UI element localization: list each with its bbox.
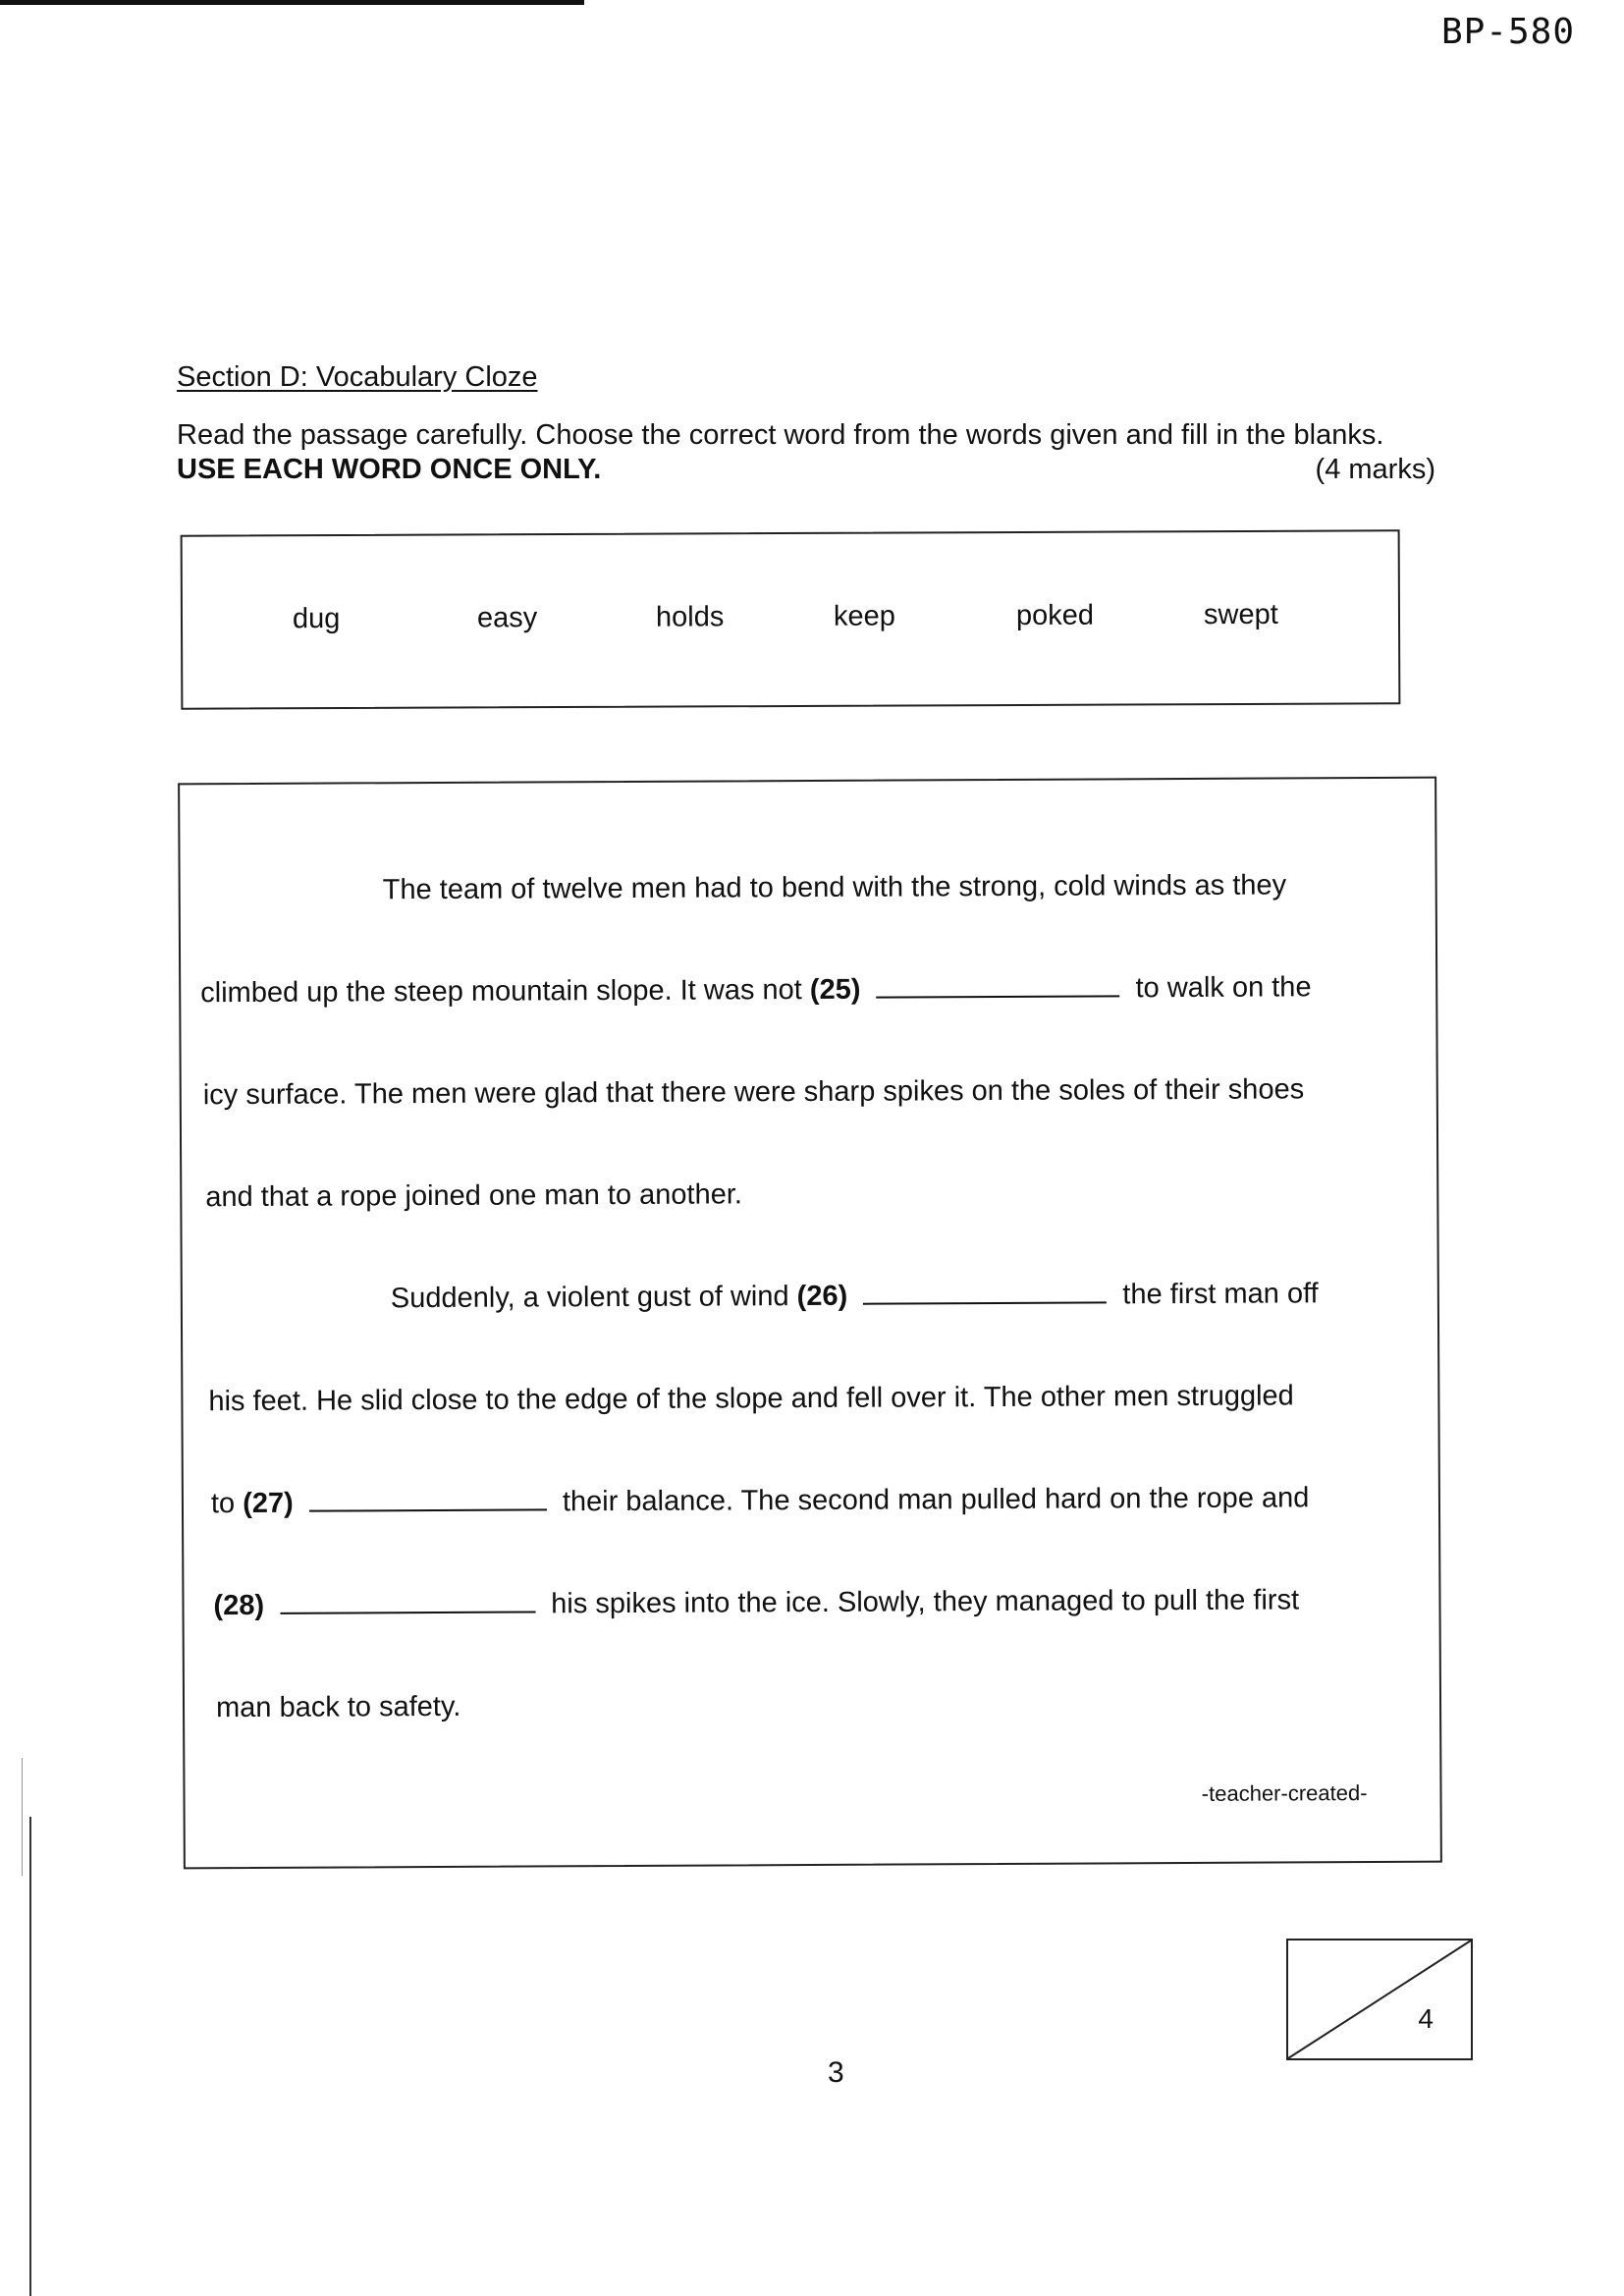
question-number-26: (26) <box>796 1280 848 1313</box>
passage-line <box>200 971 1311 1010</box>
question-number-27: (27) <box>243 1487 294 1520</box>
passage-text: his feet. He slid close to the edge of the slope and fell over it. The other men struggled <box>208 1380 1294 1418</box>
marks-label: (4 marks) <box>1315 454 1435 485</box>
passage-line <box>216 1691 460 1724</box>
margin-rule-faint <box>22 1758 23 1876</box>
passage-line <box>205 1178 742 1214</box>
passage-line <box>203 1073 1305 1112</box>
score-box[interactable] <box>1286 1939 1473 2060</box>
score-box-diagonal <box>1288 1941 1471 2058</box>
top-rule <box>0 0 584 5</box>
instruction-emphasis: USE EACH WORD ONCE ONLY. <box>177 454 602 485</box>
question-number-28: (28) <box>213 1589 265 1622</box>
word-bank-item: keep <box>833 600 895 632</box>
passage-text: their balance. The second man pulled hard on the rope and <box>562 1482 1310 1518</box>
document-code: BP-580 <box>1440 12 1575 52</box>
passage-text: climbed up the steep mountain slope. It was not <box>200 974 802 1010</box>
passage-text: to <box>210 1488 236 1520</box>
passage-box <box>178 777 1442 1870</box>
passage-line <box>383 869 1287 906</box>
instructions <box>177 418 1435 487</box>
source-credit: -teacher-created- <box>1201 1780 1368 1806</box>
word-bank <box>181 529 1401 709</box>
question-number-25: (25) <box>809 973 861 1006</box>
section-title: Section D: Vocabulary Cloze <box>177 361 538 393</box>
answer-blank-26[interactable] <box>863 1300 1107 1304</box>
passage-text: the first man off <box>1122 1278 1319 1311</box>
word-bank-item: swept <box>1203 598 1278 631</box>
passage-text: Suddenly, a violent gust of wind <box>390 1281 789 1315</box>
passage-text: icy surface. The men were glad that there were sharp spikes on the soles of their shoes <box>202 1073 1305 1112</box>
answer-blank-27[interactable] <box>309 1507 547 1511</box>
margin-rule <box>29 1817 31 2296</box>
passage-text: and that a rope joined one man to another. <box>205 1178 742 1214</box>
word-bank-item: poked <box>1015 599 1095 631</box>
passage-line <box>213 1584 1299 1622</box>
passage-line <box>211 1482 1310 1520</box>
passage-text: his spikes into the ice. Slowly, they managed to pull the first <box>551 1584 1300 1620</box>
instruction-row <box>177 453 1435 487</box>
instruction-text: Read the passage carefully. Choose the correct word from the words given and fill in the blanks. <box>177 419 1384 451</box>
passage-text: The team of twelve men had to bend with the strong, cold winds as they <box>382 869 1287 906</box>
passage-line <box>208 1380 1294 1418</box>
score-total: 4 <box>1418 2003 1434 2034</box>
page-number: 3 <box>828 2056 844 2089</box>
word-bank-item: holds <box>655 601 725 633</box>
word-bank-item: easy <box>476 602 538 634</box>
passage-line <box>391 1278 1319 1315</box>
answer-blank-25[interactable] <box>877 994 1120 998</box>
answer-blank-28[interactable] <box>280 1610 535 1613</box>
passage-text: to walk on the <box>1135 971 1312 1005</box>
word-bank-item: dug <box>292 603 341 635</box>
passage-text: man back to safety. <box>215 1690 461 1724</box>
